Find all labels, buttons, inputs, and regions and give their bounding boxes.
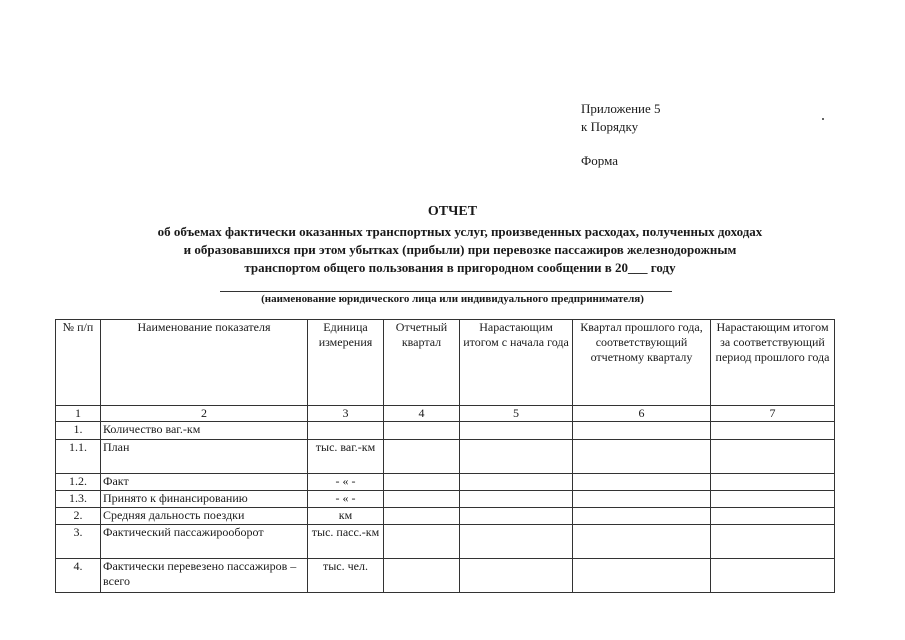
cell-quarter[interactable] xyxy=(384,559,460,593)
table-row xyxy=(56,559,835,593)
cell-prev-ytd[interactable] xyxy=(711,440,835,474)
row-unit: км xyxy=(308,508,384,525)
appendix-line-1: Приложение 5 xyxy=(581,101,661,116)
col-number: 2 xyxy=(101,406,308,422)
header-ytd: Нарастающим итогом с начала года xyxy=(460,320,573,406)
row-unit: тыс. чел. xyxy=(308,559,384,593)
table-header-row xyxy=(56,320,835,406)
row-unit xyxy=(308,422,384,440)
table-row xyxy=(56,474,835,491)
scan-speck xyxy=(822,118,824,120)
cell-prev-ytd[interactable] xyxy=(711,508,835,525)
cell-ytd[interactable] xyxy=(460,422,573,440)
document-subtitle xyxy=(70,223,850,277)
table-row xyxy=(56,508,835,525)
col-number: 7 xyxy=(711,406,835,422)
header-prev-quarter: Квартал прошлого года, соответствующий отчетному кварталу xyxy=(573,320,711,406)
cell-prev-quarter[interactable] xyxy=(573,474,711,491)
document-title: ОТЧЕТ xyxy=(427,204,478,219)
organization-caption: (наименование юридического лица или индивидуального предпринимателя) xyxy=(261,293,644,305)
header-prev-ytd: Нарастающим итогом за соответствующий период прошлого года xyxy=(711,320,835,406)
cell-ytd[interactable] xyxy=(460,474,573,491)
cell-prev-quarter[interactable] xyxy=(573,525,711,559)
row-num: 1.3. xyxy=(56,491,101,508)
header-name: Наименование показателя xyxy=(101,320,308,406)
subtitle-line-1: об объемах фактически оказанных транспортных услуг, произведенных расходах, полученных доходах xyxy=(157,224,763,239)
col-number: 1 xyxy=(56,406,101,422)
header-num: № п/п xyxy=(56,320,101,406)
subtitle-line-3: транспортом общего пользования в пригородном сообщении в 20___ году xyxy=(244,260,676,275)
row-unit: тыс. пасс.-км xyxy=(308,525,384,559)
table-row xyxy=(56,422,835,440)
cell-prev-quarter[interactable] xyxy=(573,491,711,508)
header-quarter: Отчетный квартал xyxy=(384,320,460,406)
row-name: План xyxy=(101,440,308,474)
cell-prev-ytd[interactable] xyxy=(711,491,835,508)
column-number-row xyxy=(56,406,835,422)
row-name: Принято к финансированию xyxy=(101,491,308,508)
cell-ytd[interactable] xyxy=(460,525,573,559)
row-name: Средняя дальность поездки xyxy=(101,508,308,525)
cell-prev-quarter[interactable] xyxy=(573,440,711,474)
table-row xyxy=(56,491,835,508)
row-num: 3. xyxy=(56,525,101,559)
cell-ytd[interactable] xyxy=(460,440,573,474)
row-num: 1.1. xyxy=(56,440,101,474)
col-number: 3 xyxy=(308,406,384,422)
header-unit: Единица измерения xyxy=(308,320,384,406)
cell-prev-quarter[interactable] xyxy=(573,508,711,525)
cell-quarter[interactable] xyxy=(384,508,460,525)
cell-prev-ytd[interactable] xyxy=(711,559,835,593)
row-num: 1.2. xyxy=(56,474,101,491)
appendix-line-2: к Порядку xyxy=(581,119,639,134)
cell-ytd[interactable] xyxy=(460,491,573,508)
col-number: 5 xyxy=(460,406,573,422)
row-unit: - « - xyxy=(308,474,384,491)
report-table xyxy=(55,319,835,593)
cell-ytd[interactable] xyxy=(460,508,573,525)
cell-prev-quarter[interactable] xyxy=(573,559,711,593)
cell-quarter[interactable] xyxy=(384,422,460,440)
row-name: Факт xyxy=(101,474,308,491)
row-num: 2. xyxy=(56,508,101,525)
organization-name-line xyxy=(220,291,672,292)
cell-prev-ytd[interactable] xyxy=(711,422,835,440)
subtitle-line-2: и образовавшихся при этом убытках (прибыли) при перевозке пассажиров железнодорожным xyxy=(183,242,737,257)
cell-prev-ytd[interactable] xyxy=(711,474,835,491)
row-num: 1. xyxy=(56,422,101,440)
col-number: 4 xyxy=(384,406,460,422)
table-row xyxy=(56,440,835,474)
cell-prev-quarter[interactable] xyxy=(573,422,711,440)
cell-prev-ytd[interactable] xyxy=(711,525,835,559)
form-label: Форма xyxy=(581,153,618,168)
row-name: Фактический пассажирооборот xyxy=(101,525,308,559)
cell-quarter[interactable] xyxy=(384,525,460,559)
row-name: Количество ваг.-км xyxy=(101,422,308,440)
col-number: 6 xyxy=(573,406,711,422)
row-unit: - « - xyxy=(308,491,384,508)
row-unit: тыс. ваг.-км xyxy=(308,440,384,474)
cell-quarter[interactable] xyxy=(384,474,460,491)
row-num: 4. xyxy=(56,559,101,593)
cell-quarter[interactable] xyxy=(384,491,460,508)
cell-ytd[interactable] xyxy=(460,559,573,593)
row-name: Фактически перевезено пассажиров – всего xyxy=(101,559,308,593)
appendix-block xyxy=(581,100,661,136)
cell-quarter[interactable] xyxy=(384,440,460,474)
table-row xyxy=(56,525,835,559)
